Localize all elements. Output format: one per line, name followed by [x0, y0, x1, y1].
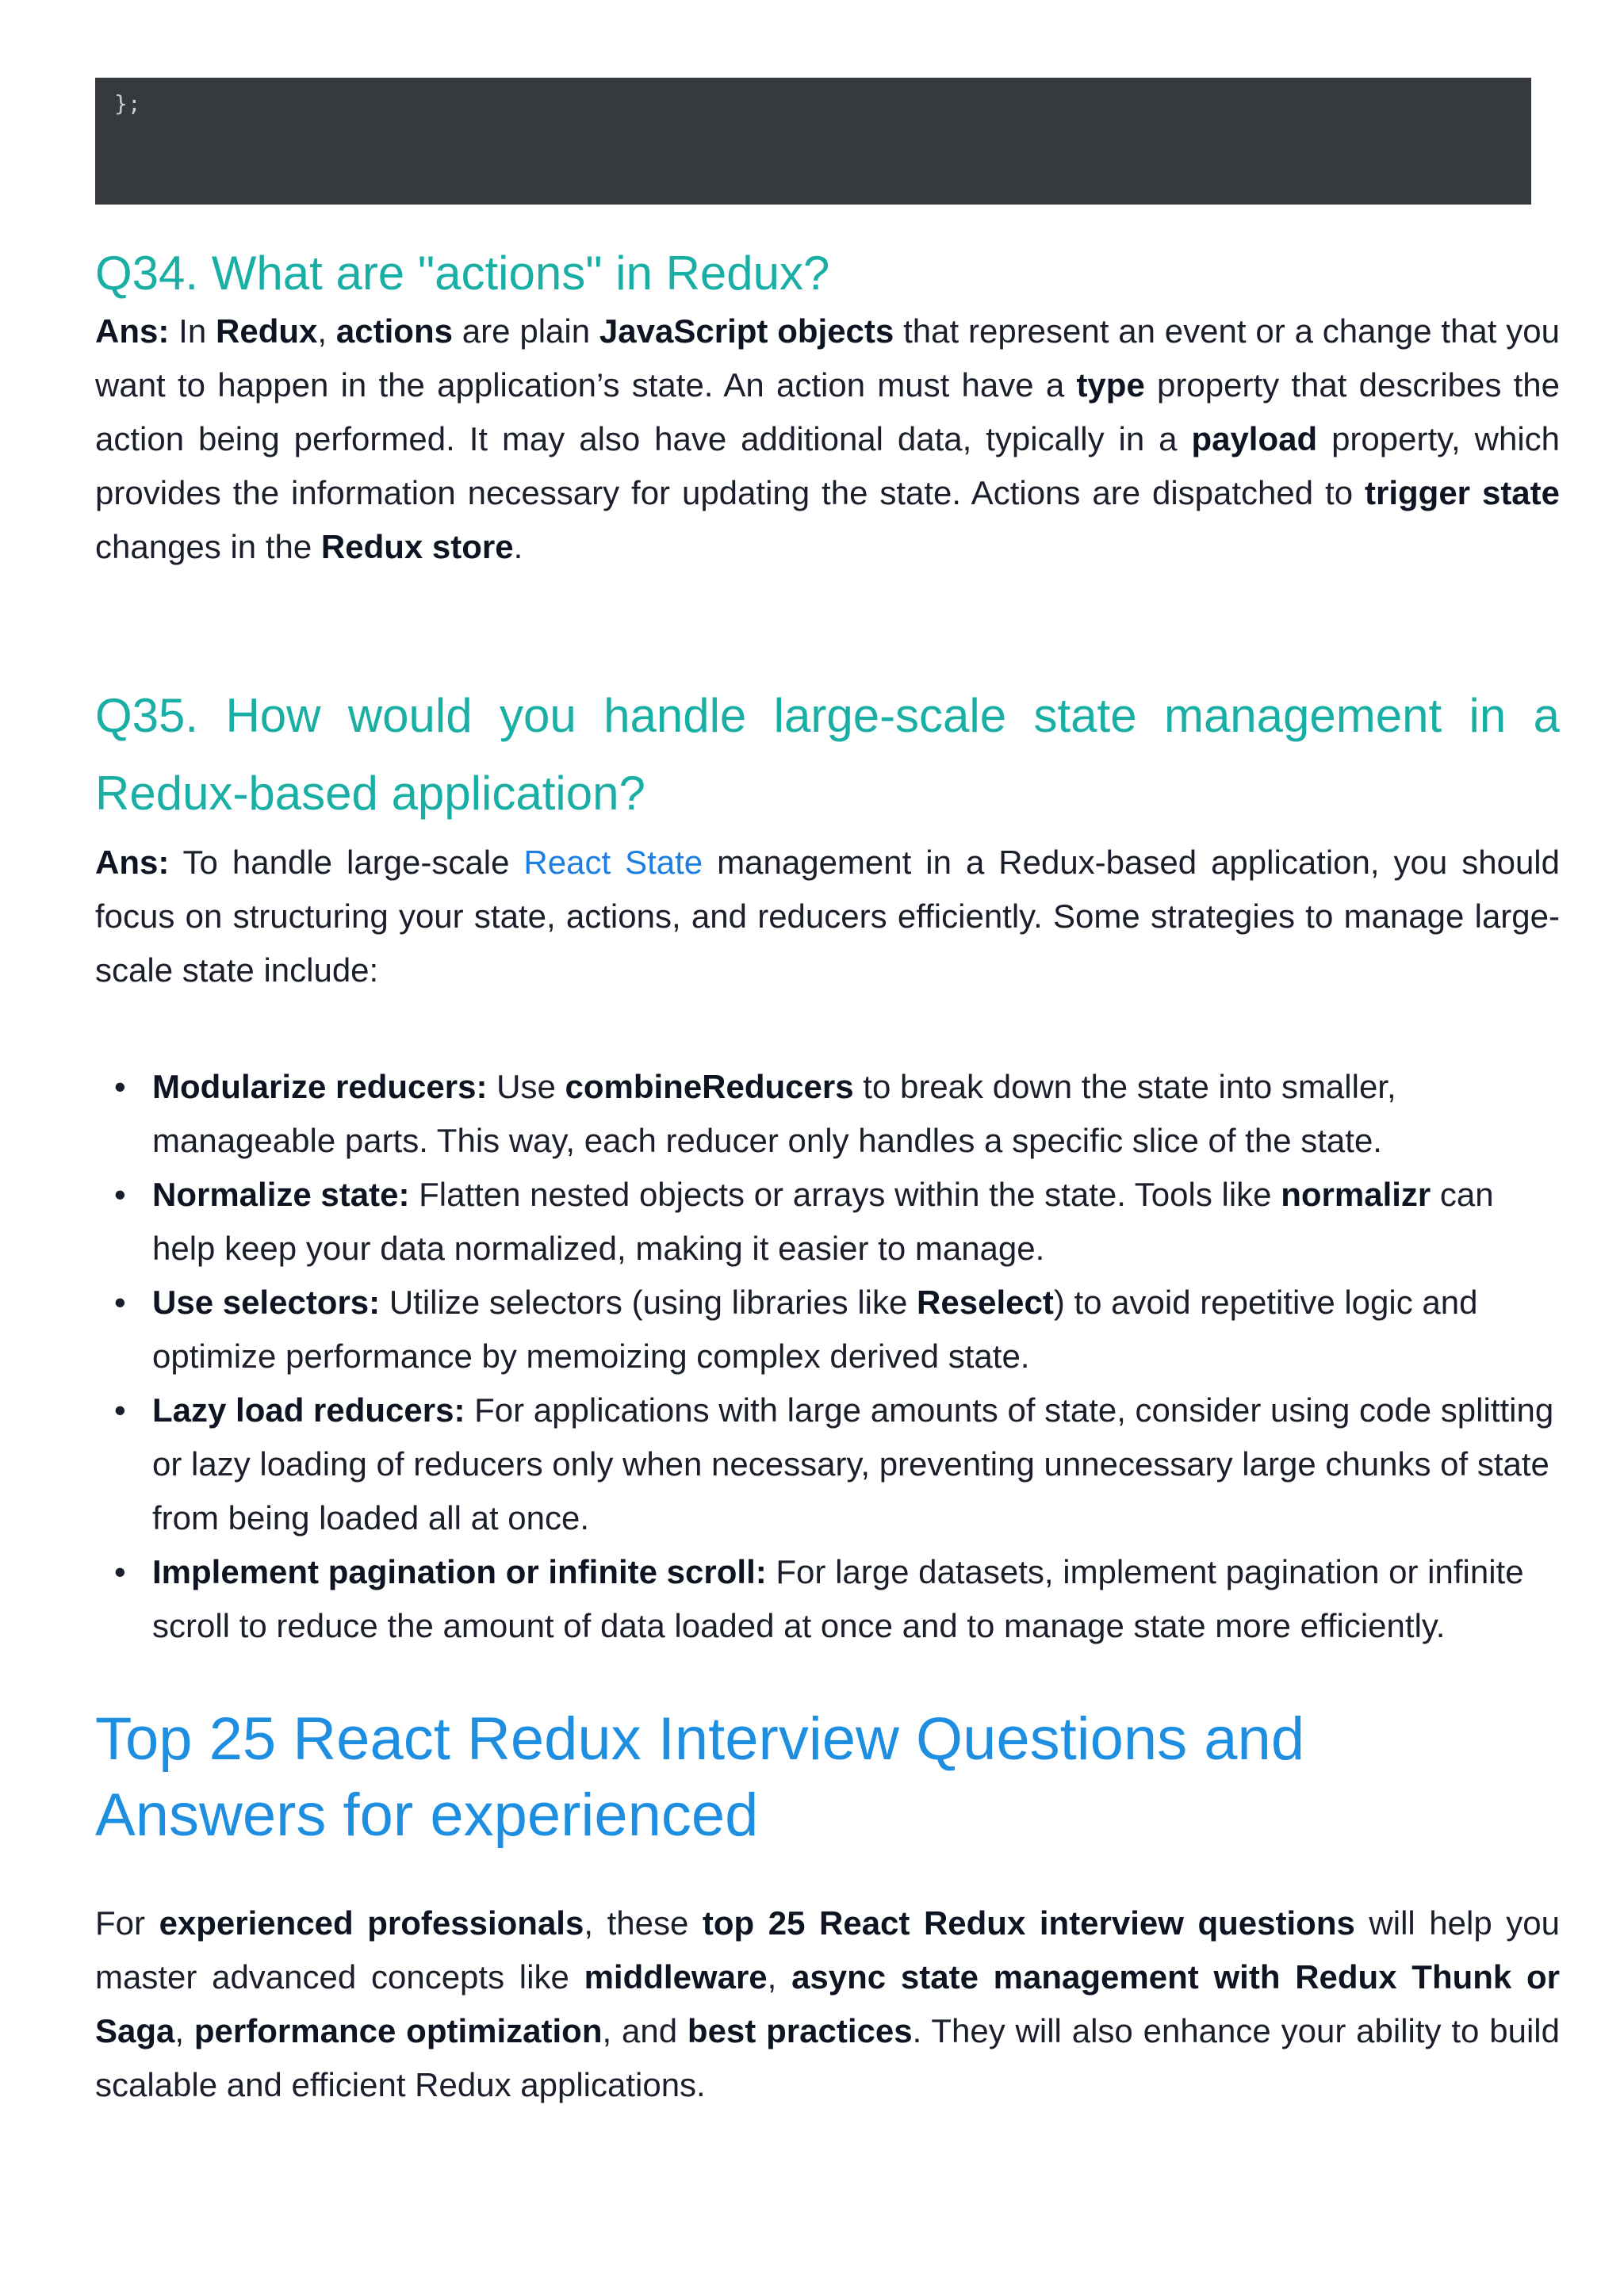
text: Utilize selectors (using libraries like	[380, 1284, 917, 1321]
q35-heading: Q35. How would you handle large-scale state management in a Redux-based application?	[95, 689, 1560, 820]
item-title: Use selectors:	[152, 1284, 381, 1321]
text: ,	[767, 1958, 792, 1996]
q34-answer	[95, 304, 1560, 574]
text: , these	[584, 1904, 703, 1942]
q34-heading: Q34. What are "actions" in Redux?	[95, 247, 830, 300]
bold-text: middleware	[584, 1958, 768, 1996]
list-item	[95, 1383, 1560, 1545]
text: For applications with large amounts of state, consider using code splitting or lazy loading of reducers only when necessary, preventing unnecessary large chunks of state from being loaded all at once.	[152, 1391, 1554, 1536]
code-text: };	[114, 90, 141, 117]
bold-text: trigger state	[1365, 474, 1561, 511]
bold-text: payload	[1191, 420, 1318, 457]
item-title: Lazy load reducers:	[152, 1391, 465, 1429]
bold-text: normalizr	[1281, 1176, 1431, 1213]
bold-text: Redux	[216, 312, 318, 350]
react-state-link[interactable]: React State	[523, 844, 703, 881]
bold-text: actions	[335, 312, 453, 350]
section-heading-line: Answers for experienced	[95, 1781, 759, 1849]
text: For	[95, 1904, 159, 1942]
bold-text: combineReducers	[565, 1068, 854, 1105]
bullet-icon: •	[114, 1068, 126, 1105]
text: that represent an event or a change that you want to happen in the application’s state. An action must have a	[95, 312, 1560, 404]
q35-answer	[95, 836, 1560, 997]
bullet-icon: •	[114, 1284, 126, 1321]
text: property, which provides the information necessary for updating the state. Actions are dispatched to	[95, 420, 1561, 511]
ans-label: Ans:	[95, 844, 170, 881]
item-title: Normalize state:	[152, 1176, 410, 1213]
text: changes in the	[95, 528, 321, 565]
text: management in a Redux-based application, you should focus on structuring your state, actions, and reducers efficiently. Some strategies to manage large-scale state include:	[95, 844, 1560, 989]
text: are plain	[452, 312, 599, 350]
bullet-icon: •	[114, 1391, 126, 1429]
strategies-list	[95, 1060, 1560, 1653]
text: to break down the state into smaller, manageable parts. This way, each reducer only handles a specific slice of the state.	[152, 1068, 1396, 1159]
item-title: Implement pagination or infinite scroll:	[152, 1553, 767, 1590]
bold-text: Reselect	[917, 1284, 1054, 1321]
text: can help keep your data normalized, making it easier to manage.	[152, 1176, 1494, 1267]
list-item	[95, 1168, 1560, 1276]
text: Use	[487, 1068, 565, 1105]
bullet-icon: •	[114, 1553, 126, 1590]
text: ) to avoid repetitive logic and optimize performance by memoizing complex derived state.	[152, 1284, 1478, 1375]
text: . They will also enhance your ability to build scalable and efficient Redux applications.	[95, 2012, 1560, 2103]
bold-text: experienced professionals	[159, 1904, 584, 1942]
code-block	[95, 78, 1531, 205]
bold-text: performance optimization	[193, 2012, 603, 2049]
text: ,	[174, 2012, 194, 2049]
text: property that describes the action being performed. It may also have additional data, typically in a	[95, 366, 1560, 457]
bold-text: best practices	[687, 2012, 913, 2049]
list-item	[95, 1276, 1560, 1383]
text: ,	[317, 312, 336, 350]
text: will help you master advanced concepts like	[95, 1904, 1560, 1996]
list-item	[95, 1060, 1560, 1168]
bold-text: Redux store	[320, 528, 514, 565]
text: Flatten nested objects or arrays within the state. Tools like	[409, 1176, 1281, 1213]
section-intro	[95, 1896, 1560, 2112]
section-heading	[95, 1701, 1560, 1854]
text: To handle large-scale	[169, 844, 524, 881]
bold-text: type	[1076, 366, 1145, 404]
text: , and	[602, 2012, 688, 2049]
text: .	[513, 528, 523, 565]
item-title: Modularize reducers:	[152, 1068, 488, 1105]
bold-text: JavaScript objects	[599, 312, 894, 350]
bold-text: top 25 React Redux interview questions	[702, 1904, 1355, 1942]
bullet-icon: •	[114, 1176, 126, 1213]
bold-text: async state management with Redux Thunk or Saga	[95, 1958, 1561, 2049]
text: In	[169, 312, 216, 350]
section-heading-line: Top 25 React Redux Interview Questions and	[95, 1705, 1305, 1773]
list-item	[95, 1545, 1560, 1653]
text: For large datasets, implement pagination or infinite scroll to reduce the amount of data loaded at once and to manage state more efficiently.	[152, 1553, 1524, 1644]
ans-label: Ans:	[95, 312, 170, 350]
